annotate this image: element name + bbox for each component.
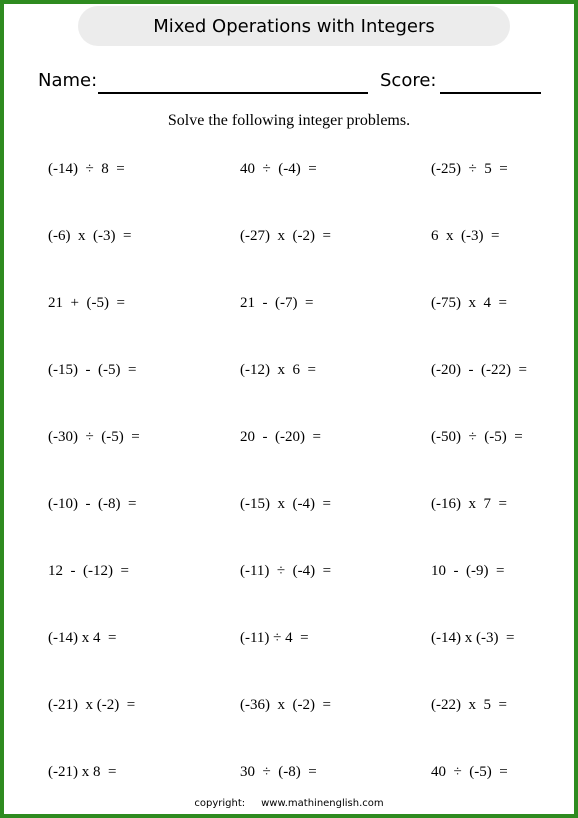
- problem-item: (-21) x 8 =: [48, 764, 117, 780]
- score-label: Score:: [380, 70, 437, 91]
- problem-item: 40 ÷ (-4) =: [240, 161, 317, 177]
- problem-item: 10 - (-9) =: [431, 563, 505, 579]
- name-answer-line[interactable]: [98, 92, 368, 94]
- problem-item: (-11) ÷ (-4) =: [240, 563, 332, 579]
- problem-item: (-16) x 7 =: [431, 496, 507, 512]
- problem-item: (-11) ÷ 4 =: [240, 630, 309, 646]
- problem-item: (-22) x 5 =: [431, 697, 507, 713]
- problem-item: (-36) x (-2) =: [240, 697, 331, 713]
- problem-item: (-25) ÷ 5 =: [431, 161, 508, 177]
- worksheet-title: Mixed Operations with Integers: [78, 6, 510, 46]
- problem-item: (-14) ÷ 8 =: [48, 161, 125, 177]
- problem-item: (-27) x (-2) =: [240, 228, 331, 244]
- footer-copyright-label: copyright:: [194, 798, 246, 809]
- problem-item: (-21) x (-2) =: [48, 697, 136, 713]
- problem-item: 21 + (-5) =: [48, 295, 125, 311]
- problem-item: 6 x (-3) =: [431, 228, 500, 244]
- score-answer-line[interactable]: [440, 92, 541, 94]
- footer-website: www.mathinenglish.com: [261, 798, 384, 809]
- problem-item: (-6) x (-3) =: [48, 228, 132, 244]
- problem-item: (-15) - (-5) =: [48, 362, 137, 378]
- problem-item: 30 ÷ (-8) =: [240, 764, 317, 780]
- problem-item: (-12) x 6 =: [240, 362, 316, 378]
- problem-item: (-75) x 4 =: [431, 295, 507, 311]
- name-label: Name:: [38, 70, 98, 91]
- problem-item: (-14) x 4 =: [48, 630, 117, 646]
- name-score-row: [38, 68, 548, 96]
- problem-item: 20 - (-20) =: [240, 429, 321, 445]
- problem-item: 12 - (-12) =: [48, 563, 129, 579]
- problem-item: (-15) x (-4) =: [240, 496, 331, 512]
- problem-item: (-50) ÷ (-5) =: [431, 429, 523, 445]
- instructions: Solve the following integer problems.: [167, 112, 411, 129]
- problem-item: 40 ÷ (-5) =: [431, 764, 508, 780]
- problem-item: (-10) - (-8) =: [48, 496, 137, 512]
- problem-item: (-20) - (-22) =: [431, 362, 527, 378]
- problem-item: (-14) x (-3) =: [431, 630, 515, 646]
- problem-item: 21 - (-7) =: [240, 295, 314, 311]
- footer: [4, 798, 574, 809]
- problem-item: (-30) ÷ (-5) =: [48, 429, 140, 445]
